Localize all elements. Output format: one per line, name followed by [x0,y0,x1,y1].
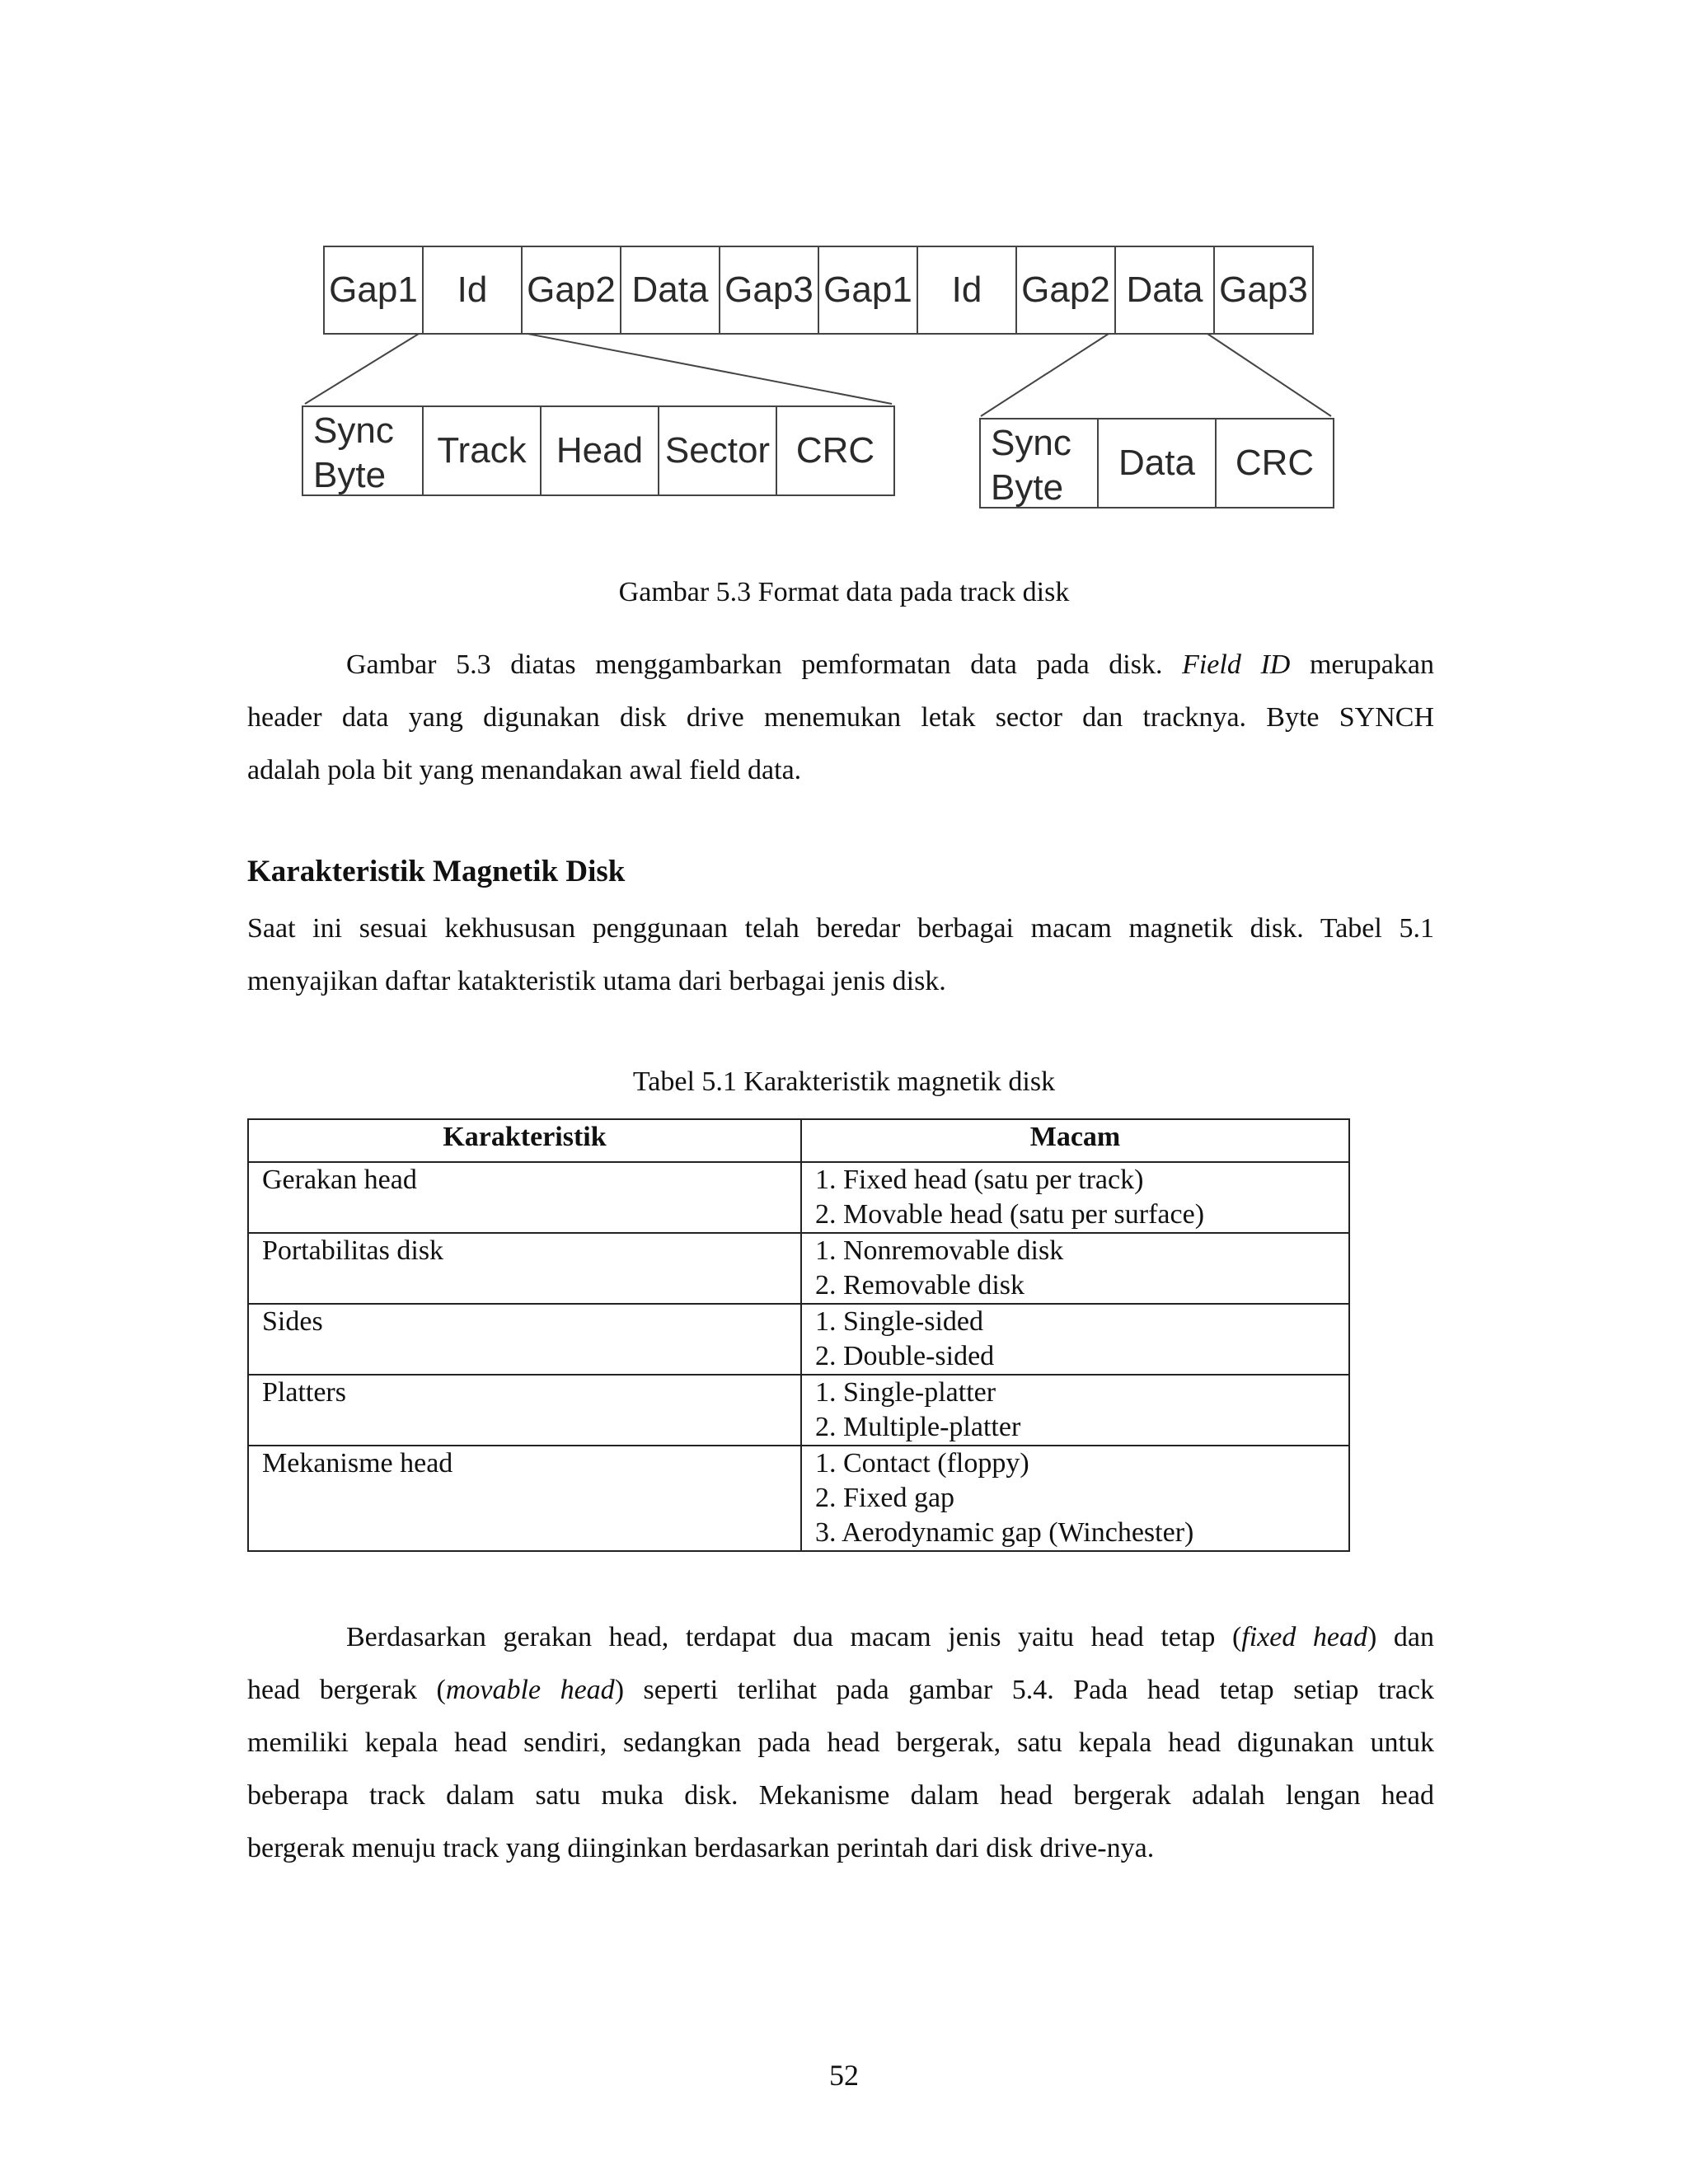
track-format-diagram [297,243,1360,527]
types-cell [801,1233,1349,1304]
paragraph-line: menyajikan daftar katakteristik utama dari berbagai jenis disk. [247,966,946,996]
type-item: 2. Removable disk [815,1270,1025,1301]
field-gap3: Gap3 [1213,246,1314,335]
id-head: Head [540,405,659,496]
table-header-row [248,1119,1349,1162]
figure-caption: Gambar 5.3 Format data pada track disk [618,577,1070,607]
table-caption: Tabel 5.1 Karakteristik magnetik disk [632,1066,1056,1097]
type-item: 1. Nonremovable disk [815,1235,1064,1266]
section-heading: Karakteristik Magnetik Disk [247,855,626,888]
characteristic-cell: Portabilitas disk [248,1233,801,1304]
type-item: 2. Multiple-platter [815,1412,1021,1442]
table-row [248,1162,1349,1233]
paragraph-line: beberapa track dalam satu muka disk. Mekanisme dalam head bergerak adalah lengan head [247,1780,1434,1811]
type-item: 1. Single-platter [815,1377,996,1408]
data-data: Data [1097,418,1217,509]
field-gap2: Gap2 [521,246,621,335]
field-id: Id [917,246,1017,335]
type-item: 2. Double-sided [815,1341,995,1371]
paragraph-line: memiliki kepala head sendiri, sedangkan pada head bergerak, satu kepala head digunakan untuk [247,1727,1434,1758]
type-item: 1. Contact (floppy) [815,1448,1029,1479]
characteristic-cell: Platters [248,1375,801,1446]
table-row [248,1233,1349,1304]
field-gap2: Gap2 [1015,246,1116,335]
paragraph-line: Berdasarkan gerakan head, terdapat dua macam jenis yaitu head tetap (fixed head) dan [346,1622,1435,1652]
type-item: 1. Fixed head (satu per track) [815,1165,1144,1195]
paragraph-figure-description [247,639,1434,797]
types-cell [801,1375,1349,1446]
paragraph-line: Saat ini sesuai kekhususan penggunaan telah beredar berbagai macam magnetik disk. Tabel 5.1 [247,913,1434,944]
field-gap3: Gap3 [719,246,819,335]
field-id: Id [422,246,523,335]
paragraph-line: header data yang digunakan disk drive menemukan letak sector dan tracknya. Byte SYNCH [247,702,1434,733]
data-sync-byte: Sync Byte [979,418,1099,509]
paragraph-head-movement [247,1611,1434,1875]
field-gap1: Gap1 [818,246,918,335]
field-data: Data [1114,246,1215,335]
types-cell [801,1304,1349,1375]
column-header-karakteristik: Karakteristik [248,1119,801,1162]
type-item: 2. Movable head (satu per surface) [815,1199,1205,1230]
characteristic-cell: Sides [248,1304,801,1375]
data-crc: CRC [1215,418,1334,509]
id-crc: CRC [776,405,895,496]
page-number: 52 [829,2059,859,2092]
type-item: 1. Single-sided [815,1306,983,1337]
characteristic-cell: Gerakan head [248,1162,801,1233]
paragraph-line: adalah pola bit yang menandakan awal field data. [247,755,802,785]
id-track: Track [422,405,542,496]
table-row [248,1375,1349,1446]
id-sync-byte: Sync Byte [302,405,424,496]
table-row [248,1446,1349,1551]
type-item: 2. Fixed gap [815,1483,955,1513]
paragraph-line: head bergerak (movable head) seperti terlihat pada gambar 5.4. Pada head tetap setiap track [247,1675,1434,1705]
paragraph-line: Gambar 5.3 diatas menggambarkan pemformatan data pada disk. Field ID merupakan [346,649,1434,680]
field-data: Data [620,246,720,335]
types-cell [801,1162,1349,1233]
types-cell [801,1446,1349,1551]
table-row [248,1304,1349,1375]
characteristics-table [247,1118,1350,1552]
id-sector: Sector [658,405,777,496]
paragraph-line: bergerak menuju track yang diinginkan berdasarkan perintah dari disk drive-nya. [247,1833,1155,1863]
type-item: 3. Aerodynamic gap (Winchester) [815,1517,1194,1548]
column-header-macam: Macam [801,1119,1349,1162]
characteristic-cell: Mekanisme head [248,1446,801,1551]
field-gap1: Gap1 [323,246,424,335]
paragraph-section-intro [247,902,1434,1008]
